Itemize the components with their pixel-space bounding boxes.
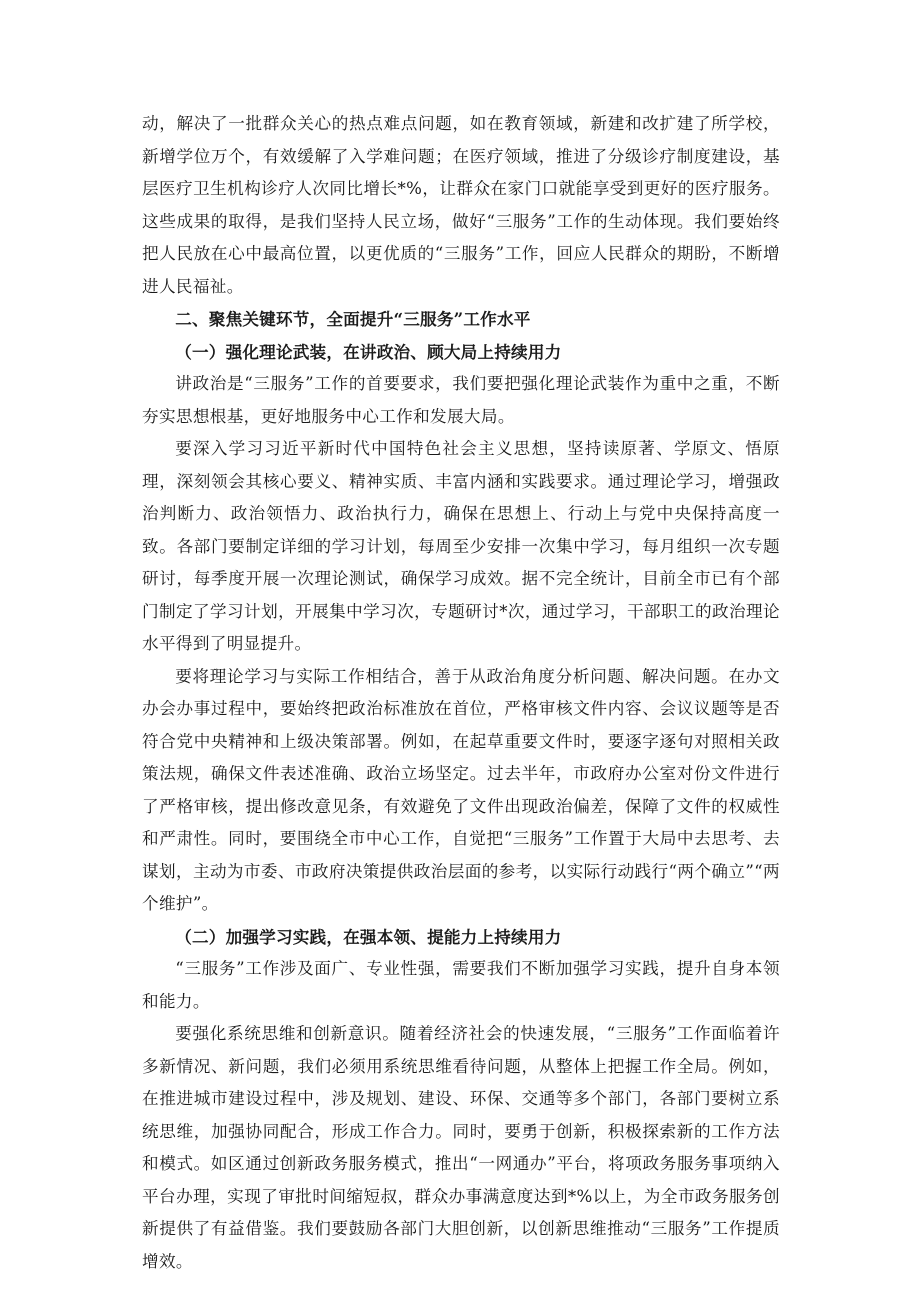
subsection-heading: （一）强化理论武装，在讲政治、顾大局上持续用力: [175, 341, 562, 362]
body-paragraph: 讲政治是“三服务”工作的首要要求，我们要把强化理论武装作为重中之重，不断夯实思想根基，更好地服务中心工作和发展大局。: [142, 374, 780, 426]
subsection-heading: （二）加强学习实践，在强本领、提能力上持续用力: [175, 926, 562, 947]
body-paragraph: “三服务”工作涉及面广、专业性强，需要我们不断加强学习实践，提升自身本领和能力。: [142, 959, 780, 1011]
body-paragraph: 要强化系统思维和创新意识。随着经济社会的快速发展，“三服务”工作面临着许多新情况、新问题，我们必须用系统思维看待问题，从整体上把握工作全局。例如，在推进城市建设过程中，涉及规划、建设、环保、交通等多个部门，各部门要树立系统思维，加强协同配合，形成工作合力。同时，要勇于创新，积极探索新的工作方法和模式。如区通过创新政务服务模式，推出“一网通办”平台，将项政务服务事项纳入平台办理，实现了审批时间缩短叔，群众办事满意度达到*%以上，为全市政务服务创新提供了有益借鉴。我们要鼓励各部门大胆创新，以创新思维推动“三服务”工作提质增效。: [142, 1024, 780, 1271]
section-heading: 二、聚焦关键环节，全面提升“三服务”工作水平: [175, 309, 531, 329]
body-paragraph: 动，解决了一批群众关心的热点难点问题，如在教育领域，新建和改扩建了所学校，新增学位万个，有效缓解了入学难问题；在医疗领域，推进了分级诊疗制度建设，基层医疗卫生机构诊疗人次同比增长*%，让群众在家门口就能享受到更好的医疗服务。这些成果的取得，是我们坚持人民立场，做好“三服务”工作的生动体现。我们要始终把人民放在心中最高位置，以更优质的“三服务”工作，回应人民群众的期盼，不断增进人民福祉。: [142, 114, 780, 296]
body-paragraph: 要将理论学习与实际工作相结合，善于从政治角度分析问题、解决问题。在办文办会办事过程中，要始终把政治标准放在首位，严格审核文件内容、会议议题等是否符合党中央精神和上级决策部署。例如，在起草重要文件时，要逐字逐句对照相关政策法规，确保文件表述准确、政治立场坚定。过去半年，市政府办公室对份文件进行了严格审核，提出修改意见条，有效避免了文件出现政治偏差，保障了文件的权威性和严肃性。同时，要围绕全市中心工作，自觉把“三服务”工作置于大局中去思考、去谋划，主动为市委、市政府决策提供政治层面的参考，以实际行动践行“两个确立”“两个维护”。: [142, 666, 780, 913]
document-page: [142, 108, 780, 1278]
body-paragraph: 要深入学习习近平新时代中国特色社会主义思想，坚持读原著、学原文、悟原理，深刻领会其核心要义、精神实质、丰富内涵和实践要求。通过理论学习，增强政治判断力、政治领悟力、政治执行力，确保在思想上、行动上与党中央保持高度一致。各部门要制定详细的学习计划，每周至少安排一次集中学习，每月组织一次专题研讨，每季度开展一次理论测试，确保学习成效。据不完全统计，目前全市已有个部门制定了学习计划，开展集中学习次，专题研讨*次，通过学习，干部职工的政治理论水平得到了明显提升。: [142, 439, 780, 653]
